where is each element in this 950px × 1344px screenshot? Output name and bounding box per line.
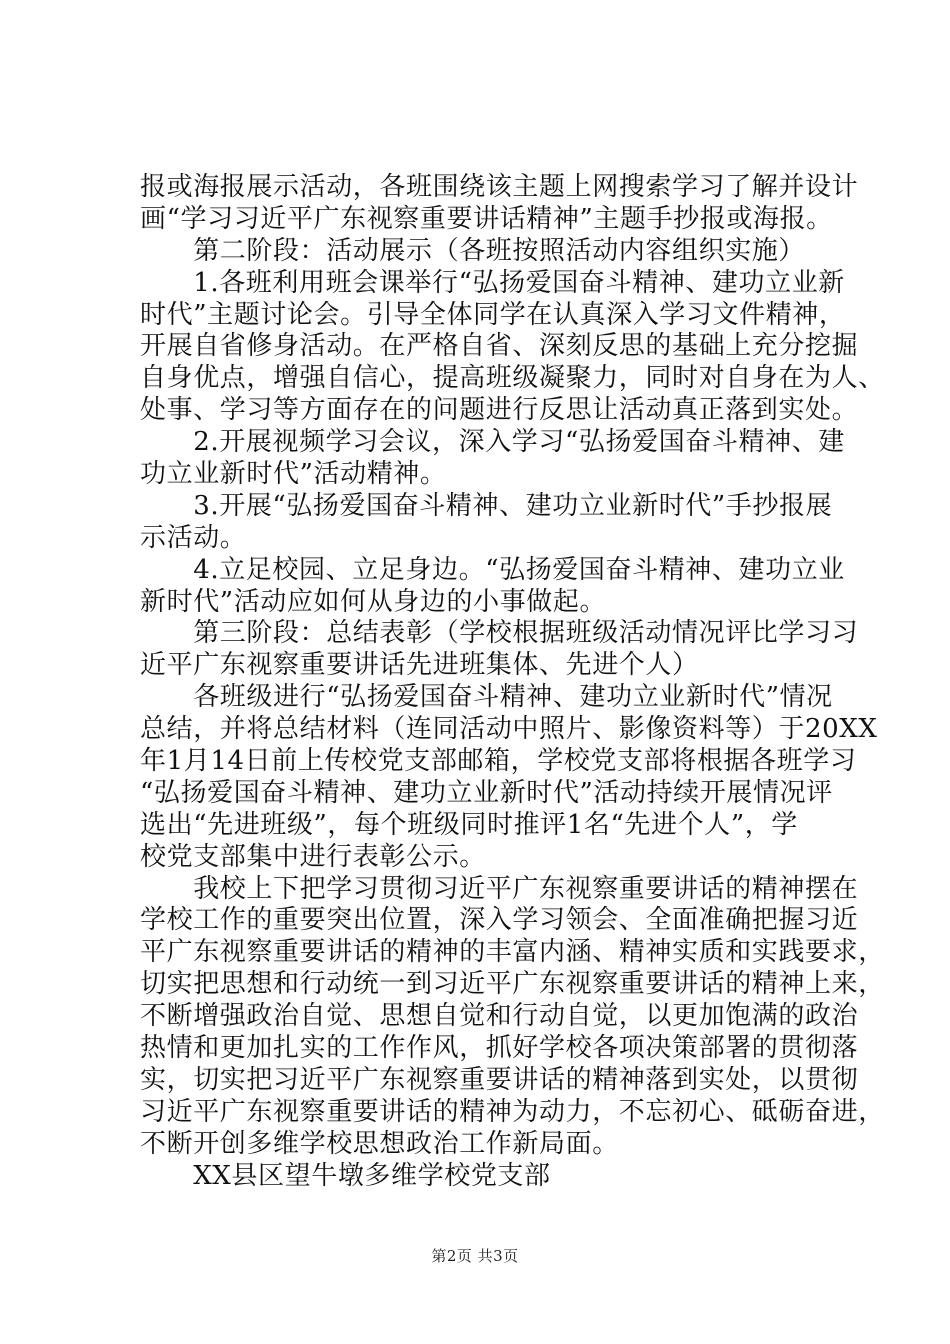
document-body <box>140 172 885 1193</box>
text-line: 不断增强政治自觉、思想自觉和行动自觉，以更加饱满的政治 <box>140 1001 859 1032</box>
text-line: 自身优点，增强自信心，提高班级凝聚力，同时对自身在为人、 <box>140 363 885 394</box>
text-line: 年1月14日前上传校党支部邮箱，学校党支部将根据各班学习 <box>140 746 857 777</box>
text-line: 校党支部集中进行表彰公示。 <box>140 841 486 872</box>
text-line: 选出“先进班级”，每个班级同时推评1名“先进个人”，学 <box>140 809 798 840</box>
text-line: 2.开展视频学习会议，深入学习“弘扬爱国奋斗精神、建 <box>140 427 845 458</box>
text-line: 功立业新时代”活动精神。 <box>140 459 447 490</box>
text-line: 习近平广东视察重要讲话的精神为动力，不忘初心、砥砺奋进， <box>140 1096 885 1127</box>
text-line: 学校工作的重要突出位置，深入学习领会、全面准确把握习近 <box>140 905 859 936</box>
text-line: 总结，并将总结材料（连同活动中照片、影像资料等）于20XX <box>140 714 878 745</box>
text-line: 时代”主题讨论会。引导全体同学在认真深入学习文件精神， <box>140 299 846 330</box>
text-line: 不断开创多维学校思想政治工作新局面。 <box>140 1128 619 1159</box>
text-line: 示活动。 <box>140 522 247 553</box>
text-line: 热情和更加扎实的工作作风，抓好学校各项决策部署的贯彻落 <box>140 1033 859 1064</box>
text-line: 近平广东视察重要讲话先进班集体、先进个人） <box>140 650 699 681</box>
text-line: 各班级进行“弘扬爱国奋斗精神、建功立业新时代”情况 <box>140 682 833 713</box>
text-line: 切实把思想和行动统一到习近平广东视察重要讲话的精神上来， <box>140 969 885 1000</box>
text-line: 1.各班利用班会课举行“弘扬爱国奋斗精神、建功立业新 <box>140 267 845 298</box>
text-line: 画“学习习近平广东视察重要讲话精神”主题手抄报或海报。 <box>140 203 833 234</box>
text-line: 4.立足校园、立足身边。“弘扬爱国奋斗精神、建功立业 <box>140 554 845 585</box>
page-number-footer: 第2页 共3页 <box>431 1247 519 1265</box>
signature-line: XX县区望牛墩多维学校党支部 <box>140 1160 551 1191</box>
text-line: 开展自省修身活动。在严格自省、深刻反思的基础上充分挖掘 <box>140 331 859 362</box>
text-line: “弘扬爱国奋斗精神、建功立业新时代”活动持续开展情况评 <box>140 777 833 808</box>
text-line: 3.开展“弘扬爱国奋斗精神、建功立业新时代”手抄报展 <box>140 490 833 521</box>
text-line: 第二阶段：活动展示（各班按照活动内容组织实施） <box>140 235 806 266</box>
text-line: 实，切实把习近平广东视察重要讲话的精神落到实处，以贯彻 <box>140 1064 859 1095</box>
text-line: 新时代”活动应如何从身边的小事做起。 <box>140 586 607 617</box>
text-line: 我校上下把学习贯彻习近平广东视察重要讲话的精神摆在 <box>140 873 859 904</box>
text-line: 第三阶段：总结表彰（学校根据班级活动情况评比学习习 <box>140 618 859 649</box>
text-line: 平广东视察重要讲话的精神的丰富内涵、精神实质和实践要求， <box>140 937 885 968</box>
text-line: 报或海报展示活动，各班围绕该主题上网搜索学习了解并设计 <box>140 172 859 202</box>
text-line: 处事、学习等方面存在的问题进行反思让活动真正落到实处。 <box>140 395 859 426</box>
